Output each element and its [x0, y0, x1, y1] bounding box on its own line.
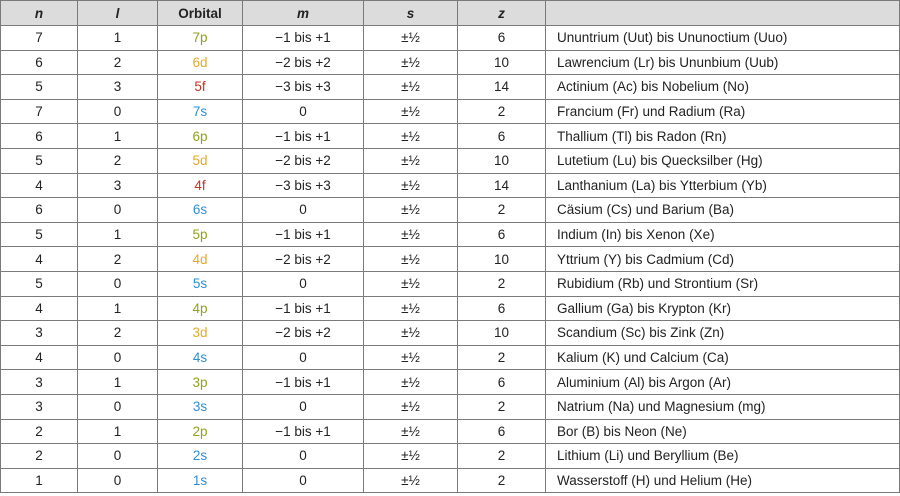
cell-description: Actinium (Ac) bis Nobelium (No): [546, 75, 900, 100]
table-row: [1, 271, 900, 296]
cell-l: 2: [78, 50, 158, 75]
cell-s: ±½: [364, 444, 458, 469]
cell-l: 3: [78, 173, 158, 198]
cell-m: 0: [243, 394, 364, 419]
cell-description: Thallium (Tl) bis Radon (Rn): [546, 124, 900, 149]
cell-orbital: 3d: [158, 321, 243, 346]
cell-l: 1: [78, 370, 158, 395]
cell-description: Cäsium (Cs) und Barium (Ba): [546, 198, 900, 223]
table-row: [1, 50, 900, 75]
cell-orbital: 6d: [158, 50, 243, 75]
cell-l: 2: [78, 148, 158, 173]
cell-l: 0: [78, 468, 158, 493]
cell-n: 4: [1, 345, 78, 370]
header-description: [546, 1, 900, 26]
table-row: [1, 99, 900, 124]
cell-s: ±½: [364, 50, 458, 75]
cell-s: ±½: [364, 345, 458, 370]
cell-orbital: 4d: [158, 247, 243, 272]
cell-orbital: 4s: [158, 345, 243, 370]
cell-z: 6: [458, 419, 546, 444]
cell-n: 7: [1, 26, 78, 51]
header-row: [1, 1, 900, 26]
cell-s: ±½: [364, 394, 458, 419]
cell-n: 1: [1, 468, 78, 493]
cell-s: ±½: [364, 296, 458, 321]
cell-n: 5: [1, 75, 78, 100]
cell-s: ±½: [364, 222, 458, 247]
table-row: [1, 75, 900, 100]
header-s: s: [364, 1, 458, 26]
cell-n: 5: [1, 222, 78, 247]
cell-m: −1 bis +1: [243, 419, 364, 444]
cell-orbital: 5s: [158, 271, 243, 296]
cell-s: ±½: [364, 99, 458, 124]
cell-l: 0: [78, 345, 158, 370]
cell-z: 6: [458, 124, 546, 149]
cell-description: Lithium (Li) und Beryllium (Be): [546, 444, 900, 469]
cell-description: Scandium (Sc) bis Zink (Zn): [546, 321, 900, 346]
cell-n: 3: [1, 394, 78, 419]
table-body: [1, 26, 900, 493]
cell-m: −3 bis +3: [243, 75, 364, 100]
cell-orbital: 7p: [158, 26, 243, 51]
cell-description: Indium (In) bis Xenon (Xe): [546, 222, 900, 247]
cell-l: 0: [78, 198, 158, 223]
cell-s: ±½: [364, 124, 458, 149]
cell-description: Wasserstoff (H) und Helium (He): [546, 468, 900, 493]
table-row: [1, 198, 900, 223]
cell-l: 1: [78, 26, 158, 51]
cell-description: Yttrium (Y) bis Cadmium (Cd): [546, 247, 900, 272]
header-orbital: Orbital: [158, 1, 243, 26]
cell-description: Natrium (Na) und Magnesium (mg): [546, 394, 900, 419]
cell-m: −1 bis +1: [243, 296, 364, 321]
cell-l: 0: [78, 394, 158, 419]
cell-n: 6: [1, 198, 78, 223]
cell-description: Francium (Fr) und Radium (Ra): [546, 99, 900, 124]
cell-m: −1 bis +1: [243, 124, 364, 149]
cell-description: Gallium (Ga) bis Krypton (Kr): [546, 296, 900, 321]
table-row: [1, 444, 900, 469]
cell-s: ±½: [364, 173, 458, 198]
cell-z: 6: [458, 222, 546, 247]
cell-z: 6: [458, 296, 546, 321]
table-row: [1, 124, 900, 149]
cell-orbital: 4p: [158, 296, 243, 321]
table-row: [1, 296, 900, 321]
table-row: [1, 419, 900, 444]
cell-orbital: 2p: [158, 419, 243, 444]
cell-z: 10: [458, 148, 546, 173]
cell-n: 5: [1, 148, 78, 173]
cell-l: 1: [78, 419, 158, 444]
cell-s: ±½: [364, 26, 458, 51]
cell-n: 4: [1, 247, 78, 272]
header-l: l: [78, 1, 158, 26]
table-row: [1, 26, 900, 51]
cell-orbital: 5f: [158, 75, 243, 100]
cell-z: 2: [458, 198, 546, 223]
cell-m: 0: [243, 99, 364, 124]
cell-n: 4: [1, 173, 78, 198]
cell-z: 2: [458, 99, 546, 124]
cell-n: 6: [1, 50, 78, 75]
cell-orbital: 5d: [158, 148, 243, 173]
table-row: [1, 148, 900, 173]
cell-s: ±½: [364, 75, 458, 100]
cell-n: 6: [1, 124, 78, 149]
cell-z: 10: [458, 247, 546, 272]
cell-l: 1: [78, 124, 158, 149]
cell-l: 3: [78, 75, 158, 100]
header-n: n: [1, 1, 78, 26]
cell-m: 0: [243, 198, 364, 223]
cell-m: −2 bis +2: [243, 50, 364, 75]
cell-l: 0: [78, 271, 158, 296]
cell-description: Lawrencium (Lr) bis Ununbium (Uub): [546, 50, 900, 75]
cell-description: Lanthanium (La) bis Ytterbium (Yb): [546, 173, 900, 198]
cell-m: 0: [243, 444, 364, 469]
cell-n: 7: [1, 99, 78, 124]
cell-description: Ununtrium (Uut) bis Ununoctium (Uuo): [546, 26, 900, 51]
cell-orbital: 1s: [158, 468, 243, 493]
cell-z: 6: [458, 26, 546, 51]
cell-l: 1: [78, 222, 158, 247]
cell-l: 2: [78, 247, 158, 272]
cell-l: 2: [78, 321, 158, 346]
cell-l: 0: [78, 99, 158, 124]
cell-orbital: 6p: [158, 124, 243, 149]
cell-m: −3 bis +3: [243, 173, 364, 198]
cell-orbital: 2s: [158, 444, 243, 469]
cell-m: −1 bis +1: [243, 222, 364, 247]
cell-l: 1: [78, 296, 158, 321]
cell-m: −2 bis +2: [243, 321, 364, 346]
table-row: [1, 247, 900, 272]
cell-s: ±½: [364, 321, 458, 346]
table-row: [1, 468, 900, 493]
cell-orbital: 3s: [158, 394, 243, 419]
cell-n: 2: [1, 444, 78, 469]
cell-s: ±½: [364, 148, 458, 173]
cell-s: ±½: [364, 247, 458, 272]
cell-m: 0: [243, 345, 364, 370]
cell-description: Lutetium (Lu) bis Quecksilber (Hg): [546, 148, 900, 173]
cell-z: 10: [458, 50, 546, 75]
cell-orbital: 4f: [158, 173, 243, 198]
cell-z: 6: [458, 370, 546, 395]
cell-z: 2: [458, 444, 546, 469]
cell-z: 14: [458, 75, 546, 100]
cell-z: 2: [458, 394, 546, 419]
table-row: [1, 345, 900, 370]
cell-m: −1 bis +1: [243, 26, 364, 51]
cell-n: 3: [1, 321, 78, 346]
cell-orbital: 3p: [158, 370, 243, 395]
cell-z: 2: [458, 345, 546, 370]
cell-s: ±½: [364, 198, 458, 223]
cell-orbital: 5p: [158, 222, 243, 247]
cell-m: 0: [243, 271, 364, 296]
cell-z: 14: [458, 173, 546, 198]
table-row: [1, 222, 900, 247]
cell-s: ±½: [364, 419, 458, 444]
cell-l: 0: [78, 444, 158, 469]
header-m: m: [243, 1, 364, 26]
cell-s: ±½: [364, 271, 458, 296]
cell-orbital: 7s: [158, 99, 243, 124]
cell-z: 10: [458, 321, 546, 346]
header-z: z: [458, 1, 546, 26]
cell-description: Bor (B) bis Neon (Ne): [546, 419, 900, 444]
cell-s: ±½: [364, 468, 458, 493]
cell-s: ±½: [364, 370, 458, 395]
cell-n: 2: [1, 419, 78, 444]
cell-description: Kalium (K) und Calcium (Ca): [546, 345, 900, 370]
cell-n: 5: [1, 271, 78, 296]
cell-z: 2: [458, 468, 546, 493]
cell-z: 2: [458, 271, 546, 296]
cell-description: Aluminium (Al) bis Argon (Ar): [546, 370, 900, 395]
cell-n: 3: [1, 370, 78, 395]
table-row: [1, 173, 900, 198]
cell-description: Rubidium (Rb) und Strontium (Sr): [546, 271, 900, 296]
table-row: [1, 370, 900, 395]
table-row: [1, 321, 900, 346]
cell-n: 4: [1, 296, 78, 321]
table-row: [1, 394, 900, 419]
cell-orbital: 6s: [158, 198, 243, 223]
cell-m: −2 bis +2: [243, 148, 364, 173]
cell-m: 0: [243, 468, 364, 493]
cell-m: −1 bis +1: [243, 370, 364, 395]
cell-m: −2 bis +2: [243, 247, 364, 272]
